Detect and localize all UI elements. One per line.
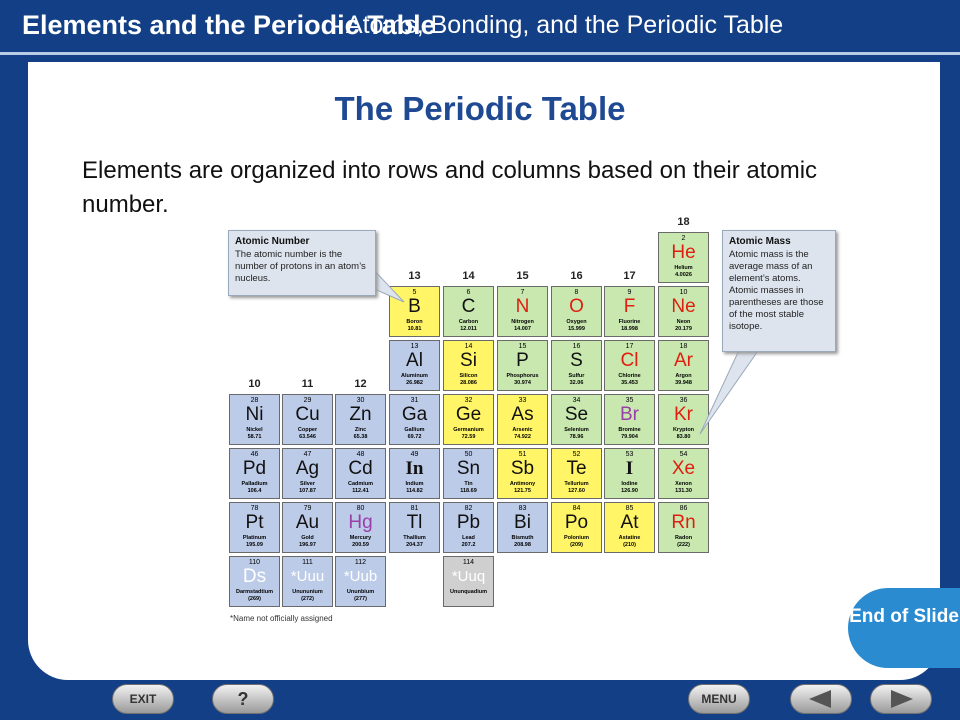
element-tile-s	[551, 340, 602, 391]
atomic-number: 51	[518, 451, 527, 458]
element-name: Carbon	[458, 319, 479, 325]
element-name: Mercury	[349, 535, 372, 541]
element-name: Platinum	[242, 535, 267, 541]
element-name: Neon	[676, 319, 691, 325]
group-label-13: 13	[408, 270, 421, 282]
element-tile-pb	[443, 502, 494, 553]
element-name: Argon	[675, 373, 692, 379]
element-name: Oxygen	[566, 319, 587, 325]
element-symbol: Ni	[245, 404, 264, 425]
atomic-mass: 58.71	[247, 434, 262, 440]
element-symbol: Si	[460, 350, 477, 371]
atomic-number: 52	[572, 451, 581, 458]
element-name: Xenon	[675, 481, 692, 487]
element-tile-as	[497, 394, 548, 445]
element-name: Astatine	[618, 535, 641, 541]
element-tile-uub	[335, 556, 386, 607]
element-name: Silicon	[459, 373, 478, 379]
element-tile-ni	[229, 394, 280, 445]
atomic-mass: 131.30	[675, 488, 692, 494]
atomic-number: 16	[572, 343, 581, 350]
atomic-mass: 78.96	[569, 434, 584, 440]
element-symbol: Hg	[348, 512, 373, 533]
atomic-number: 13	[410, 343, 419, 350]
atomic-number: 17	[625, 343, 634, 350]
atomic-number: 31	[410, 397, 419, 404]
element-tile-hg	[335, 502, 386, 553]
atomic-number-callout-text: The atomic number is the number of protons in an atom’s nucleus.	[235, 249, 366, 284]
element-name: Phosphorus	[506, 373, 539, 379]
atomic-number: 35	[625, 397, 634, 404]
element-tile-ge	[443, 394, 494, 445]
next-button[interactable]	[870, 684, 932, 714]
group-label-17: 17	[623, 270, 636, 282]
element-symbol: Sb	[510, 458, 535, 479]
element-symbol: Pb	[456, 512, 481, 533]
element-name: Tin	[464, 481, 473, 487]
atomic-number: 83	[518, 505, 527, 512]
atomic-mass-callout	[722, 230, 836, 352]
element-tile-tl	[389, 502, 440, 553]
atomic-number: 54	[679, 451, 688, 458]
element-tile-ar	[658, 340, 709, 391]
atomic-mass: 4.0026	[675, 272, 692, 278]
atomic-mass: 200.59	[352, 542, 369, 548]
atomic-mass: 118.69	[460, 488, 477, 494]
atomic-mass-callout-title: Atomic Mass	[729, 236, 791, 247]
atomic-number: 29	[303, 397, 312, 404]
element-symbol: Al	[406, 350, 423, 371]
element-tile-se	[551, 394, 602, 445]
help-button[interactable]: ?	[212, 684, 274, 714]
atomic-mass: 26.982	[406, 380, 423, 386]
atomic-mass: 195.09	[246, 542, 263, 548]
element-name: Boron	[406, 319, 423, 325]
element-name: Darmstadtium	[236, 589, 273, 595]
atomic-mass: 30.974	[514, 380, 531, 386]
group-label-18: 18	[677, 216, 690, 228]
element-name: Lead	[462, 535, 475, 541]
element-symbol: *Uuu	[290, 568, 325, 585]
element-name: Unununium	[292, 589, 323, 595]
element-symbol: Pt	[245, 512, 264, 533]
element-tile-xe	[658, 448, 709, 499]
atomic-number: 53	[625, 451, 634, 458]
atomic-mass: 207.2	[461, 542, 476, 548]
element-tile-p	[497, 340, 548, 391]
element-tile-cd	[335, 448, 386, 499]
element-tile-ag	[282, 448, 333, 499]
element-tile-pt	[229, 502, 280, 553]
atomic-number: 48	[356, 451, 365, 458]
element-tile-sb	[497, 448, 548, 499]
element-symbol: Tl	[406, 512, 423, 533]
atomic-number: 78	[250, 505, 259, 512]
atomic-mass: 35.453	[621, 380, 638, 386]
atomic-mass: 204.37	[406, 542, 423, 548]
element-symbol: *Uuq	[451, 568, 486, 585]
element-tile-n	[497, 286, 548, 337]
element-name: Iodine	[621, 481, 638, 487]
exit-button[interactable]: EXIT	[112, 684, 174, 714]
atomic-number: 81	[410, 505, 419, 512]
element-name: Arsenic	[512, 427, 533, 433]
element-tile-uuq	[443, 556, 494, 607]
element-name: Cadmium	[347, 481, 374, 487]
group-label-10: 10	[248, 378, 261, 390]
atomic-number: 34	[572, 397, 581, 404]
element-name: Ununquadium	[450, 589, 487, 595]
element-symbol: Cl	[620, 350, 639, 371]
end-of-slide-button[interactable]: End of Slide	[848, 588, 960, 668]
element-symbol: Cu	[295, 404, 320, 425]
element-name: Gold	[301, 535, 314, 541]
element-tile-ga	[389, 394, 440, 445]
atomic-mass: 32.06	[569, 380, 584, 386]
element-name: Polonium	[563, 535, 590, 541]
element-name: Fluorine	[618, 319, 641, 325]
atomic-mass: 127.60	[568, 488, 585, 494]
element-symbol: I	[625, 458, 634, 479]
element-name: Copper	[297, 427, 318, 433]
element-symbol: At	[620, 512, 639, 533]
element-tile-c	[443, 286, 494, 337]
element-tile-i	[604, 448, 655, 499]
atomic-mass: 79.904	[621, 434, 638, 440]
element-tile-pd	[229, 448, 280, 499]
footnote: *Name not officially assigned	[230, 614, 333, 623]
element-symbol: He	[671, 242, 696, 263]
atomic-number: 7	[520, 289, 525, 296]
element-symbol: Cd	[348, 458, 373, 479]
atomic-number: 111	[302, 559, 313, 566]
element-tile-sn	[443, 448, 494, 499]
atomic-mass: 69.72	[407, 434, 422, 440]
atomic-mass: 18.998	[621, 326, 638, 332]
element-name: Nitrogen	[511, 319, 534, 325]
element-tile-br	[604, 394, 655, 445]
element-name: Helium	[674, 265, 693, 271]
arrow-right-icon	[871, 685, 931, 713]
atomic-number: 114	[462, 559, 475, 566]
element-tile-he	[658, 232, 709, 283]
atomic-number-callout-title: Atomic Number	[235, 236, 310, 247]
atomic-number: 47	[303, 451, 312, 458]
atomic-mass: 12.011	[460, 326, 477, 332]
atomic-mass: (210)	[623, 542, 636, 548]
element-name: Germanium	[453, 427, 484, 433]
atomic-mass: 83.80	[676, 434, 691, 440]
element-symbol: C	[461, 296, 476, 317]
element-name: Aluminum	[401, 373, 428, 379]
element-name: Palladium	[241, 481, 268, 487]
atomic-mass: 15.999	[568, 326, 585, 332]
element-name: Silver	[300, 481, 315, 487]
group-label-12: 12	[354, 378, 367, 390]
element-tile-zn	[335, 394, 386, 445]
element-symbol: O	[569, 296, 584, 317]
element-symbol: Kr	[674, 404, 693, 425]
element-tile-o	[551, 286, 602, 337]
element-tile-te	[551, 448, 602, 499]
atomic-number: 18	[679, 343, 688, 350]
atomic-number: 85	[625, 505, 634, 512]
element-tile-kr	[658, 394, 709, 445]
element-tile-bi	[497, 502, 548, 553]
atomic-mass: 208.98	[514, 542, 531, 548]
atomic-number: 32	[464, 397, 473, 404]
element-tile-au	[282, 502, 333, 553]
atomic-number: 110	[248, 559, 261, 566]
atomic-number: 84	[572, 505, 581, 512]
element-symbol: Ga	[401, 404, 428, 425]
element-symbol: N	[515, 296, 530, 317]
element-symbol: Pd	[242, 458, 267, 479]
atomic-mass: 20.179	[675, 326, 692, 332]
atomic-mass: 14.007	[514, 326, 531, 332]
element-name: Tellurium	[564, 481, 589, 487]
element-symbol: Se	[564, 404, 589, 425]
element-tile-al	[389, 340, 440, 391]
element-tile-si	[443, 340, 494, 391]
element-name: Gallium	[404, 427, 425, 433]
atomic-mass: (269)	[248, 596, 261, 602]
atomic-mass: (222)	[677, 542, 690, 548]
element-symbol: As	[511, 404, 534, 425]
element-symbol: Bi	[514, 512, 531, 533]
atomic-mass: 39.948	[675, 380, 692, 386]
atomic-mass-callout-text: Atomic mass is the average mass of an element’s atoms. Atomic masses in parentheses are those of the most stable isotope.	[729, 249, 824, 332]
element-symbol: Br	[620, 404, 639, 425]
atomic-mass: 63.546	[299, 434, 316, 440]
element-tile-in	[389, 448, 440, 499]
element-tile-po	[551, 502, 602, 553]
menu-button[interactable]: MENU	[688, 684, 750, 714]
element-symbol: F	[623, 296, 636, 317]
group-label-11: 11	[301, 378, 314, 390]
element-name: Thallium	[403, 535, 426, 541]
group-label-14: 14	[462, 270, 475, 282]
atomic-number: 50	[464, 451, 473, 458]
element-tile-uuu	[282, 556, 333, 607]
element-name: Zinc	[354, 427, 367, 433]
atomic-mass: 10.81	[407, 326, 422, 332]
atomic-number-callout	[228, 230, 376, 296]
element-name: Selenium	[564, 427, 589, 433]
element-symbol: Po	[564, 512, 589, 533]
element-symbol: B	[408, 296, 421, 317]
element-symbol: *Uub	[343, 568, 378, 585]
atomic-mass: 196.97	[299, 542, 316, 548]
arrow-left-icon	[791, 685, 851, 713]
atomic-number: 28	[250, 397, 259, 404]
element-symbol: Ar	[674, 350, 693, 371]
element-symbol: Te	[566, 458, 587, 479]
atomic-mass: (209)	[570, 542, 583, 548]
element-symbol: Au	[295, 512, 320, 533]
atomic-mass: 126.90	[621, 488, 638, 494]
element-tile-ds	[229, 556, 280, 607]
atomic-number: 80	[356, 505, 365, 512]
element-name: Bromine	[618, 427, 641, 433]
atomic-number: 112	[354, 559, 367, 566]
element-symbol: Sn	[456, 458, 481, 479]
atomic-number: 9	[627, 289, 632, 296]
element-name: Ununbium	[346, 589, 375, 595]
element-symbol: Ds	[242, 566, 267, 587]
element-name: Chlorine	[618, 373, 641, 379]
element-name: Sulfur	[568, 373, 585, 379]
header-title: Elements and the Periodic Table	[22, 10, 436, 40]
atomic-number: 49	[410, 451, 419, 458]
header-subtitle: - Atoms, Bonding, and the Periodic Table	[332, 11, 784, 39]
atomic-mass: 106.4	[247, 488, 262, 494]
element-symbol: Ge	[455, 404, 482, 425]
atomic-number: 5	[412, 289, 417, 296]
atomic-number: 8	[574, 289, 579, 296]
element-tile-rn	[658, 502, 709, 553]
atomic-number: 82	[464, 505, 473, 512]
element-symbol: Ne	[671, 296, 696, 317]
slide-title: The Periodic Table	[334, 90, 626, 127]
atomic-number: 15	[518, 343, 527, 350]
element-name: Nickel	[246, 427, 263, 433]
atomic-number: 33	[518, 397, 527, 404]
atomic-mass: 74.922	[514, 434, 531, 440]
atomic-number: 14	[464, 343, 473, 350]
element-name: Antimony	[509, 481, 536, 487]
group-label-15: 15	[516, 270, 529, 282]
atomic-mass: 65.38	[353, 434, 368, 440]
group-label-16: 16	[570, 270, 583, 282]
element-tile-at	[604, 502, 655, 553]
element-tile-b	[389, 286, 440, 337]
atomic-number: 86	[679, 505, 688, 512]
atomic-mass: (277)	[354, 596, 367, 602]
atomic-number: 79	[303, 505, 312, 512]
atomic-number: 30	[356, 397, 365, 404]
element-symbol: S	[570, 350, 583, 371]
atomic-mass: (272)	[301, 596, 314, 602]
header-divider	[0, 52, 960, 55]
previous-button[interactable]	[790, 684, 852, 714]
element-tile-f	[604, 286, 655, 337]
atomic-mass: 114.82	[406, 488, 423, 494]
element-symbol: P	[516, 350, 529, 371]
atomic-mass: 121.75	[514, 488, 531, 494]
element-tile-ne	[658, 286, 709, 337]
element-symbol: In	[405, 458, 424, 479]
element-name: Krypton	[672, 427, 695, 433]
element-symbol: Zn	[349, 404, 372, 425]
body-text: Elements are organized into rows and columns based on their atomic number.	[82, 157, 818, 218]
element-name: Radon	[674, 535, 693, 541]
element-tile-cu	[282, 394, 333, 445]
atomic-number: 2	[681, 235, 686, 242]
atomic-number: 10	[679, 289, 688, 296]
atomic-number: 36	[679, 397, 688, 404]
atomic-mass: 112.41	[352, 488, 369, 494]
atomic-mass: 72.59	[461, 434, 476, 440]
atomic-number: 6	[466, 289, 471, 296]
element-name: Bismuth	[511, 535, 534, 541]
atomic-mass: 107.87	[299, 488, 316, 494]
atomic-number: 46	[250, 451, 259, 458]
element-tile-cl	[604, 340, 655, 391]
element-symbol: Rn	[671, 512, 696, 533]
element-symbol: Xe	[671, 458, 696, 479]
atomic-mass: 28.086	[460, 380, 477, 386]
element-name: Indium	[405, 481, 424, 487]
element-symbol: Ag	[295, 458, 320, 479]
